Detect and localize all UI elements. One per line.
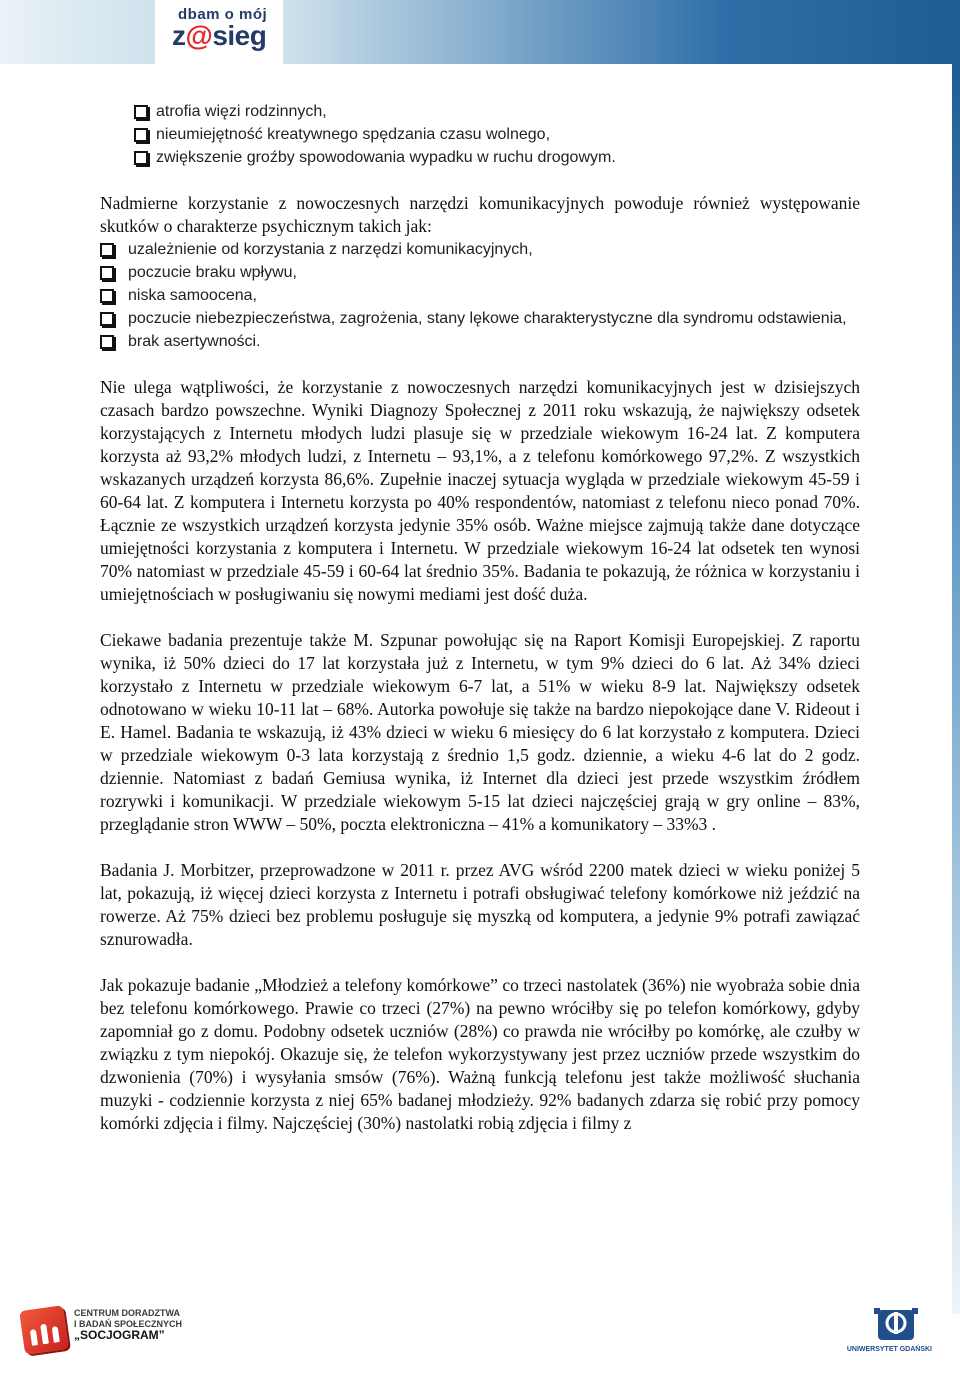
- header-stripe-left: [0, 0, 155, 64]
- paragraph-szpunar: Ciekawe badania prezentuje także M. Szpunar powołując się na Raport Komisji Europejskiej. Z raportu wynika, iż 50% dzieci do 17 lat korzystała już z Internetu, w tym 9% dzieci do 6 lat. Aż 34% dzieci korzystało z Internetu w przedziale wiekowym 6-7 lat, a 51% w wieku 8-9 lat. Największy odsetek odnotowano w wieku 10-11 lat – 68%. Autorka powołuje się także na bardzo niepokojące dane V. Rideout i E. Hamel. Badania te wskazują, iż 43% dzieci w wieku 6 miesięcy do 6 lat korzystało z komputera. Dzieci w przedziale wiekowym 0-3 lata korzystają z średnio 1,5 godz. dziennie, a wieku 4-6 lat do 2 godz. dziennie. Natomiast z badań Gemiusa wynika, iż Internet dla dzieci jest przede wszystkim źródłem rozrywki i komunikacji. W przedziale wiekowym 5-15 lat dzieci najczęściej grają w gry online – 83%, przeglądanie stron WWW – 50%, poczta elektroniczna – 41% a komunikatory – 33%3 .: [100, 630, 860, 834]
- list-item: nieumiejętność kreatywnego spędzania czasu wolnego,: [100, 123, 860, 146]
- header-stripe-right: [283, 0, 960, 64]
- logo-tagline: dbam o mój: [178, 6, 268, 23]
- logo-wordmark: z@sieg: [172, 20, 267, 51]
- list-item: niska samoocena,: [68, 284, 860, 307]
- paragraph-intro: Nadmierne korzystanie z nowoczesnych narzędzi komunikacyjnych powoduje również występowanie skutków o charakterze psychicznym takich jak:: [100, 193, 860, 236]
- page-footer: [0, 1290, 960, 1378]
- socjogram-label: CENTRUM DORADZTWA I BADAŃ SPOŁECZNYCH „SOCJOGRAM”: [74, 1308, 183, 1342]
- university-label: UNIWERSYTET GDAŃSKI: [846, 1346, 932, 1353]
- list-item: atrofia więzi rodzinnych,: [100, 100, 860, 123]
- checkbox-bullet-icon: [100, 335, 114, 349]
- header-banner: [0, 0, 960, 64]
- checkbox-bullet-icon: [134, 128, 148, 142]
- university-logo-icon: [872, 1304, 920, 1344]
- list-item: brak asertywności.: [68, 330, 860, 353]
- document-body: [100, 100, 860, 1135]
- checkbox-bullet-icon: [100, 243, 114, 257]
- socjogram-logo-icon: [19, 1305, 69, 1355]
- bullet-list-psychological: [68, 238, 860, 353]
- checkbox-bullet-icon: [100, 266, 114, 280]
- list-item: uzależnienie od korzystania z narzędzi komunikacyjnych,: [68, 238, 860, 261]
- paragraph-diagnoza: Nie ulega wątpliwości, że korzystanie z nowoczesnych narzędzi komunikacyjnych jest w dzisiejszych czasach bardzo powszechne. Wyniki Diagnozy Społecznej z 2011 roku wskazują, że największy odsetek korzystających z Internetu młodych ludzi plasuje się w przedziale wiekowym 16-24 lat. Z komputera korzysta aż 93,2% młodych ludzi, z Internetu – 93,1%, a z telefonu komórkowego 97,2%. Z wszystkich wskazanych urządzeń korzysta 86,6%. Zupełnie inaczej sytuacja wygląda w przedziale wiekowym 45-59 i 60-64 lat. Z komputera i Internetu korzysta po 40% respondentów, natomiast z telefonu nieco ponad 70%. Łącznie ze wszystkich urządzeń korzysta jedynie 35% osób. Ważne miejsce zajmują także dane dotyczące umiejętności korzystania z komputera i Internetu. W przedziale wiekowym 16-24 lat odsetek ten wynosi 70% natomiast w przedziale 45-59 i 60-64 lat średnio 35%. Badania te pokazują, że różnica w korzystaniu i umiejętnościach w posługiwaniu się nowymi mediami jest dość duża.: [100, 377, 860, 604]
- paragraph-mobile-study: Jak pokazuje badanie „Młodzież a telefony komórkowe” co trzeci nastolatek (36%) nie wyobraża sobie dnia bez telefonu komórkowego. Prawie co trzeci (27%) na pewno wróciłby się po telefon komórkowy, gdyby zapomniał go z domu. Podobny odsetek uczniów (28%) co prawda nie wróciłby po komórkę, ale czułby w związku z tym niepokój. Okazuje się, że telefon wykorzystywany jest przez uczniów przede wszystkim do dzwonienia (70%) i wysyłania smsów (76%). Ważną funkcją telefonu jest także możliwość słuchania muzyki - codziennie korzysta z niej 65% badanej młodzieży. 92% badanych zdarza się robić przy pomocy komórki zdjęcia i filmy. Najczęściej (30%) nastolatki robią zdjęcia i filmy z: [100, 975, 860, 1133]
- bullet-list-effects: [100, 100, 860, 169]
- decorative-side-bar: [952, 64, 960, 1314]
- checkbox-bullet-icon: [134, 151, 148, 165]
- list-item: poczucie niebezpieczeństwa, zagrożenia, stany lękowe charakterystyczne dla syndromu odstawienia,: [68, 307, 860, 330]
- list-item: poczucie braku wpływu,: [68, 261, 860, 284]
- checkbox-bullet-icon: [100, 289, 114, 303]
- list-item: zwiększenie groźby spowodowania wypadku w ruchu drogowym.: [100, 146, 860, 169]
- checkbox-bullet-icon: [134, 105, 148, 119]
- paragraph-morbitzer: Badania J. Morbitzer, przeprowadzone w 2011 r. przez AVG wśród 2200 matek dzieci w wieku poniżej 5 lat, pokazują, iż więcej dzieci korzysta z Internetu i potrafi obsługiwać telefony komórkowe niż jeździć na rowerze. Aż 75% dzieci bez problemu posługuje się myszką od komputera, a jedynie 9% potrafi zawiązać sznurowadła.: [100, 860, 860, 949]
- checkbox-bullet-icon: [100, 312, 114, 326]
